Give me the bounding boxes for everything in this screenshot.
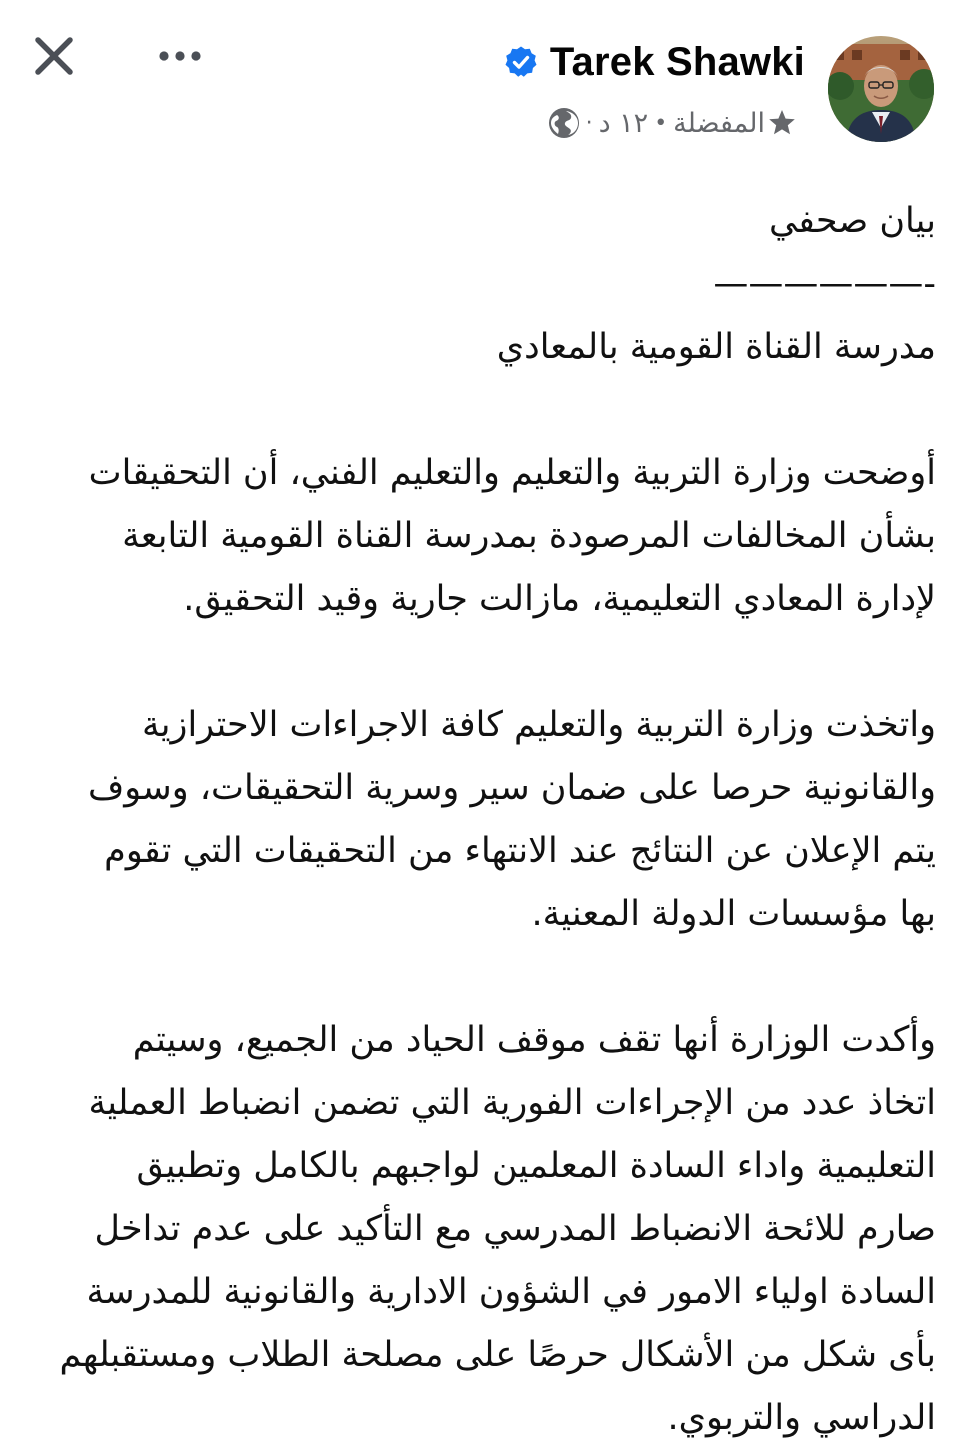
more-icon [156,49,204,63]
paragraph2-line: واتخذت وزارة التربية والتعليم كافة الاجراءات الاحترازية [142,705,936,745]
audience-favorites[interactable] [673,108,797,139]
post-title: بيان صحفي [769,201,936,241]
paragraph1-line: لإدارة المعادي التعليمية، مازالت جارية وقيد التحقيق. [183,579,936,619]
author-avatar[interactable] [828,36,934,142]
verified-badge-icon [504,45,538,79]
paragraph3-line: بأى شكل من الأشكال حرصًا على مصلحة الطلاب ومستقبلهم [59,1335,936,1375]
paragraph2-line: يتم الإعلان عن النتائج عند الانتهاء من التحقيقات التي تقوم [104,831,936,871]
post-body [30,190,936,1450]
author-row [504,34,805,90]
paragraph3-line: التعليمية واداء السادة المعلمين لواجبهم بالكامل وتطبيق [136,1146,936,1186]
close-button[interactable] [28,30,80,82]
post-header [0,0,965,160]
paragraph3-line: اتخاذ عدد من الإجراءات الفورية التي تضمن انضباط العملية [88,1083,936,1123]
post-subtitle: مدرسة القناة القومية بالمعادي [496,327,936,367]
post-time[interactable]: ١٢ د [598,107,649,139]
paragraph1-line: بشأن المخالفات المرصودة بمدرسة القناة القومية التابعة [122,516,936,556]
close-icon [32,34,76,78]
post-meta [548,100,797,146]
meta-dot: • [654,110,668,136]
paragraph-gap [30,379,936,442]
meta-separator: · [585,110,593,136]
paragraph3-line: السادة اولياء الامور في الشؤون الادارية والقانونية للمدرسة [86,1272,936,1312]
paragraph-gap [30,946,936,1009]
paragraph2-line: والقانونية حرصا على ضمان سير وسرية التحقيقات، وسوف [88,768,936,808]
globe-icon[interactable] [548,107,580,139]
paragraph2-line: بها مؤسسات الدولة المعنية. [531,894,936,934]
paragraph3-line: وأكدت الوزارة أنها تقف موقف الحياد من الجميع، وسيتم [132,1020,936,1060]
paragraph3-line: الدراسي والتربوي. [667,1398,936,1438]
more-options-button[interactable] [152,34,208,78]
audience-label: المفضلة [673,107,765,139]
paragraph3-line: صارم للائحة الانضباط المدرسي مع التأكيد على عدم تداخل [94,1209,936,1249]
post-divider: -—————— [713,264,936,304]
paragraph-gap [30,631,936,694]
paragraph1-line: أوضحت وزارة التربية والتعليم والتعليم الفني، أن التحقيقات [88,453,936,493]
star-icon [767,108,797,138]
author-name-link[interactable]: Tarek Shawki [549,39,805,84]
